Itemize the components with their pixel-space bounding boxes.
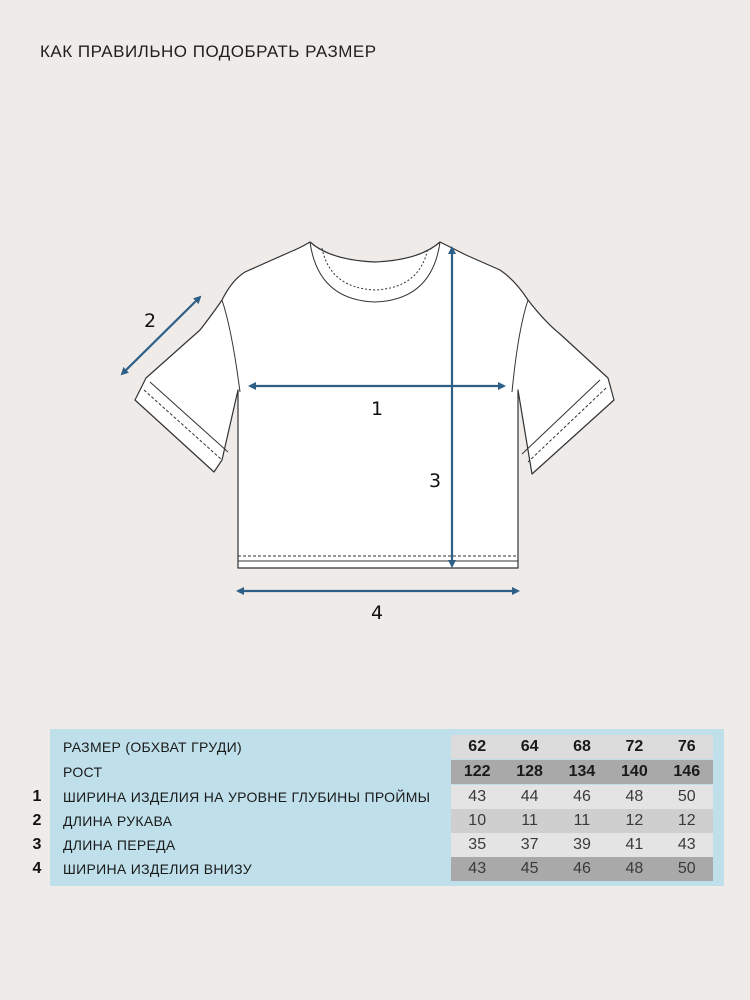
table-cell: 43 bbox=[468, 788, 487, 805]
table-cell: 50 bbox=[677, 788, 696, 805]
table-cell: 122 bbox=[463, 763, 491, 780]
table-cell: 45 bbox=[520, 860, 539, 877]
measure-label-4: 4 bbox=[371, 602, 384, 624]
measure-label-1: 1 bbox=[371, 398, 384, 420]
row-label: РАЗМЕР (ОБХВАТ ГРУДИ) bbox=[63, 739, 242, 755]
table-cell: 50 bbox=[677, 860, 696, 877]
measure-label-3: 3 bbox=[429, 470, 442, 492]
row-label: РОСТ bbox=[63, 764, 103, 780]
table-row bbox=[50, 735, 724, 759]
table-cell: 37 bbox=[520, 836, 539, 853]
table-cell: 48 bbox=[625, 860, 644, 877]
table-cell: 11 bbox=[573, 812, 591, 829]
table-cell: 11 bbox=[521, 812, 538, 829]
table-cell: 72 bbox=[625, 738, 644, 755]
table-cell: 35 bbox=[468, 836, 487, 853]
table-cell: 46 bbox=[573, 788, 591, 805]
table-row bbox=[50, 760, 724, 784]
table-cell: 43 bbox=[677, 836, 696, 853]
table-cell: 140 bbox=[621, 763, 648, 780]
table-cell: 41 bbox=[625, 836, 644, 853]
table-cell: 43 bbox=[468, 860, 487, 877]
table-row bbox=[50, 785, 724, 809]
table-cell: 12 bbox=[677, 812, 696, 829]
table-row bbox=[50, 857, 724, 881]
measure-label-2: 2 bbox=[144, 310, 157, 332]
table-row bbox=[50, 809, 724, 833]
row-number: 2 bbox=[32, 812, 42, 829]
table-cell: 76 bbox=[677, 738, 696, 755]
table-cell: 10 bbox=[468, 812, 487, 829]
table-cell: 48 bbox=[625, 788, 644, 805]
row-number: 1 bbox=[32, 788, 42, 805]
table-cell: 128 bbox=[516, 763, 543, 780]
row-label: ДЛИНА РУКАВА bbox=[63, 813, 173, 829]
row-label: ШИРИНА ИЗДЕЛИЯ НА УРОВНЕ ГЛУБИНЫ ПРОЙМЫ bbox=[63, 789, 431, 805]
row-label: ДЛИНА ПЕРЕДА bbox=[63, 837, 176, 853]
row-number: 4 bbox=[32, 860, 42, 877]
page-title: КАК ПРАВИЛЬНО ПОДОБРАТЬ РАЗМЕР bbox=[40, 42, 377, 61]
table-cell: 134 bbox=[568, 763, 596, 780]
row-label: ШИРИНА ИЗДЕЛИЯ ВНИЗУ bbox=[63, 861, 252, 877]
table-cell: 146 bbox=[673, 763, 701, 780]
row-number: 3 bbox=[32, 836, 42, 853]
table-cell: 64 bbox=[520, 738, 539, 755]
table-cell: 68 bbox=[573, 738, 591, 755]
table-row bbox=[50, 833, 724, 857]
size-table bbox=[50, 729, 724, 886]
table-cell: 46 bbox=[573, 860, 591, 877]
table-cell: 44 bbox=[520, 788, 539, 805]
table-cell: 39 bbox=[573, 836, 591, 853]
table-cell: 62 bbox=[468, 738, 487, 755]
table-cell: 12 bbox=[625, 812, 644, 829]
